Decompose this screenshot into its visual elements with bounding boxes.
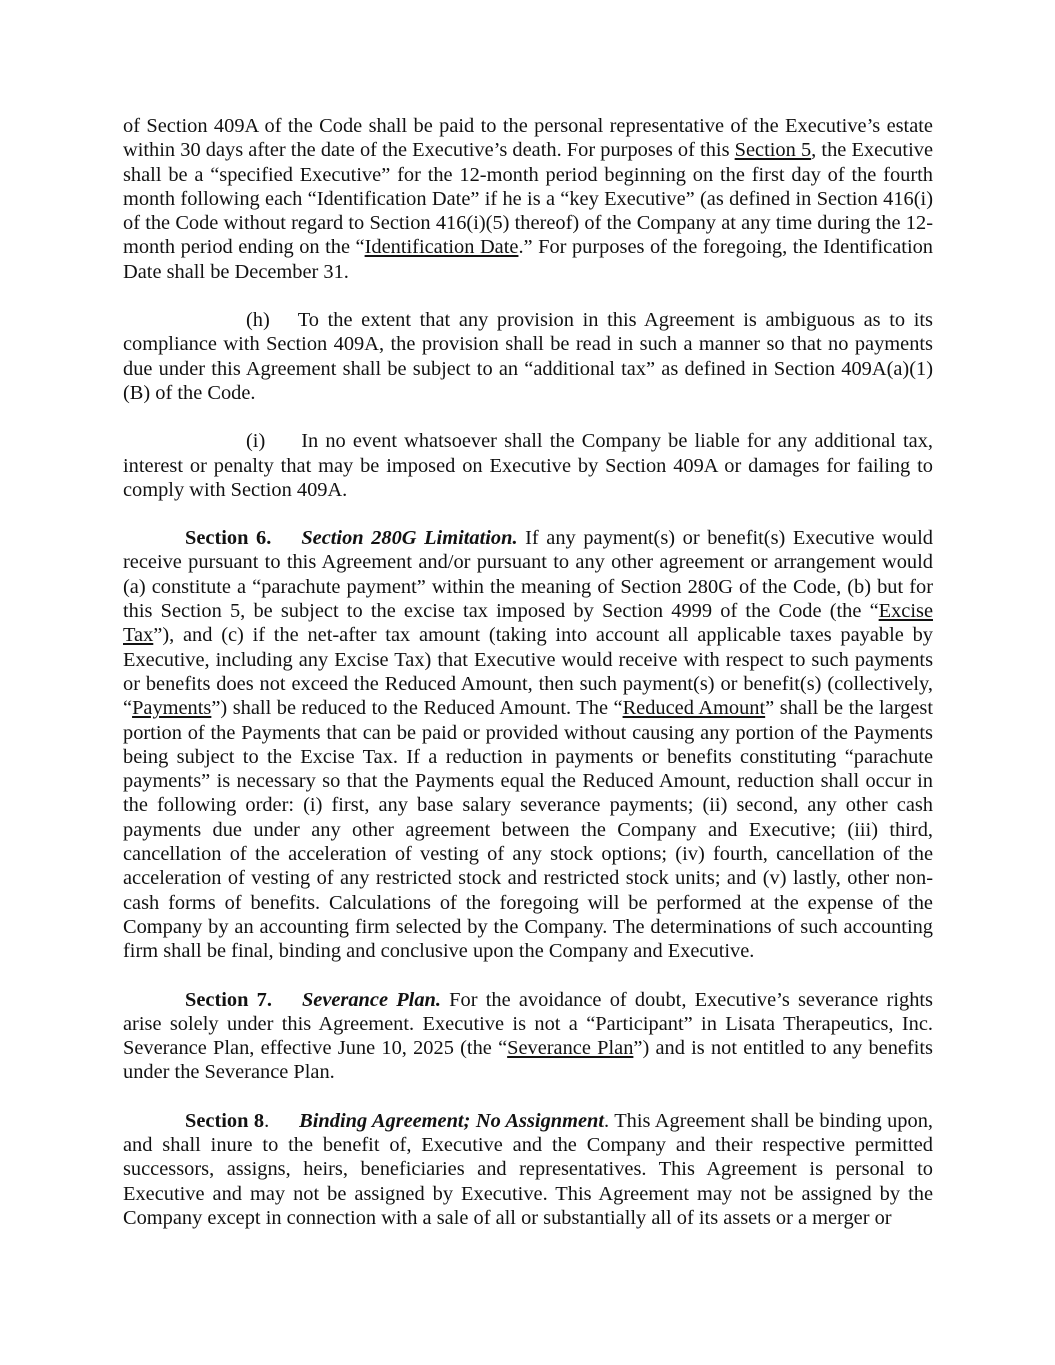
clause-letter-h: (h) xyxy=(246,309,270,332)
defined-term-identification-date: Identification Date xyxy=(364,236,519,259)
text-run: ”), and (c) if the net-after tax amount (taking into account all applicable taxes payable by Executive, including any Excise Tax) that Executive would receive with respect to such payments or benefits does not exceed the Reduced Amount, then such payment(s) or benefit(s) (collectively, “ xyxy=(123,624,933,720)
para-section-6-280g-limitation xyxy=(123,526,933,963)
text-run: In no event whatsoever shall the Company be liable for any additional tax, interest or penalty that may be imposed on Executive by Section 409A or damages for failing to comply with Section 409A. xyxy=(123,430,933,501)
section-heading-title-2: No Assignment xyxy=(475,1109,605,1132)
para-h-ambiguity xyxy=(123,308,933,405)
section-heading-title: Section 280G Limitation. xyxy=(301,527,518,550)
clause-letter-i: (i) xyxy=(246,430,266,453)
tab-spacer xyxy=(123,1005,185,1006)
section-heading-title: Binding Agreement xyxy=(299,1109,464,1132)
text-run: ”) and is not entitled to any benefits under the Severance Plan. xyxy=(123,1037,933,1084)
defined-term-excise-tax: Excise Tax xyxy=(123,600,933,647)
defined-term-payments: Payments xyxy=(132,697,212,720)
tab-spacer xyxy=(269,1126,299,1127)
section-heading-number: Section 8 xyxy=(185,1109,265,1132)
text-run: . This Agreement shall be binding upon, and shall inure to the benefit of, Executive and the Company and their respective permitted successors, assigns, heirs, beneficiaries and representatives. This Agreement is personal to Executive and may not be assigned by Executive. This Agreement may not be assigned by the Company except in connection with a sale of all or substantially all of its assets or a merger or xyxy=(123,1109,933,1229)
text-run: of Section 409A of the Code shall be paid to the personal representative of the Executive’s estate within 30 days after the date of the Executive’s death. For purposes of this xyxy=(123,115,933,162)
text-run: To the extent that any provision in this Agreement is ambiguous as to its compliance with Section 409A, the provision shall be read in such a manner so that no payments due under this Agreement shall be subject to an “additional tax” as defined in Section 409A(a)(1)(B) of the Code. xyxy=(123,309,933,404)
text-run: . xyxy=(264,1109,270,1132)
para-section-409a-death-payments xyxy=(123,114,933,284)
defined-term-severance-plan: Severance Plan xyxy=(507,1037,634,1060)
section-heading-number: Section 7. xyxy=(185,988,272,1011)
para-section-7-severance-plan xyxy=(123,988,933,1085)
text-run: .” For purposes of the foregoing, the Identification Date shall be December 31. xyxy=(123,236,933,283)
tab-spacer xyxy=(271,543,301,544)
text-run: If any payment(s) or benefit(s) Executive would receive pursuant to this Agreement and/or pursuant to any other agreement or arrangement would (a) constitute a “parachute payment” within the meaning of Section 280G of the Code, (b) but for this Section 5, be subject to the excise tax imposed by Section 4999 of the Code (the “ xyxy=(123,527,933,623)
para-section-8-binding-agreement xyxy=(123,1109,933,1230)
section-heading-number: Section 6. xyxy=(185,527,272,550)
document-body xyxy=(123,114,933,1230)
tab-spacer xyxy=(265,446,301,447)
tab-spacer xyxy=(123,446,246,447)
tab-spacer xyxy=(123,325,246,326)
text-run: ”) shall be reduced to the Reduced Amount. The “ xyxy=(211,697,623,720)
defined-term-reduced-amount: Reduced Amount xyxy=(622,697,766,720)
text-run: , the Executive shall be a “specified Executive” for the 12-month period beginning on the first day of the fourth month following each “Identification Date” if he is a “key Executive” (as defined in Section 416(i) of the Code without regard to Section 416(i)(5) thereof) of the Company at any time during the 12-month period ending on the “ xyxy=(123,139,933,259)
para-i-no-liability xyxy=(123,429,933,502)
tab-spacer xyxy=(272,1005,302,1006)
tab-spacer xyxy=(270,325,298,326)
text-run: ” shall be the largest portion of the Payments that can be paid or provided without causing any portion of the Payments being subject to the Excise Tax. If a reduction in payments or benefits constituting “parachute payments” is necessary so that the Payments equal the Reduced Amount, reduction shall occur in the following order: (i) first, any base salary severance payments; (ii) second, any other cash payments due under any other agreement between the Company and Executive; (iii) third, cancellation of the acceleration of vesting of any stock options; (iv) fourth, cancellation of the acceleration of vesting of any restricted stock and restricted stock units; and (v) lastly, other non-cash forms of benefits. Calculations of the foregoing will be performed at the expense of the Company by an accounting firm selected by the Company. The determinations of such accounting firm shall be final, binding and conclusive upon the Company and Executive. xyxy=(123,697,934,963)
text-run: ; xyxy=(463,1109,471,1132)
text-run: For the avoidance of doubt, Executive’s severance rights arise solely under this Agreement. Executive is not a “Participant” in Lisata Therapeutics, Inc. Severance Plan, effective June 10, 2025 (the “ xyxy=(123,988,933,1060)
defined-term-section-5: Section 5 xyxy=(734,139,812,162)
section-heading-title: Severance Plan. xyxy=(301,988,441,1011)
tab-spacer xyxy=(123,1126,185,1127)
tab-spacer xyxy=(123,543,185,544)
